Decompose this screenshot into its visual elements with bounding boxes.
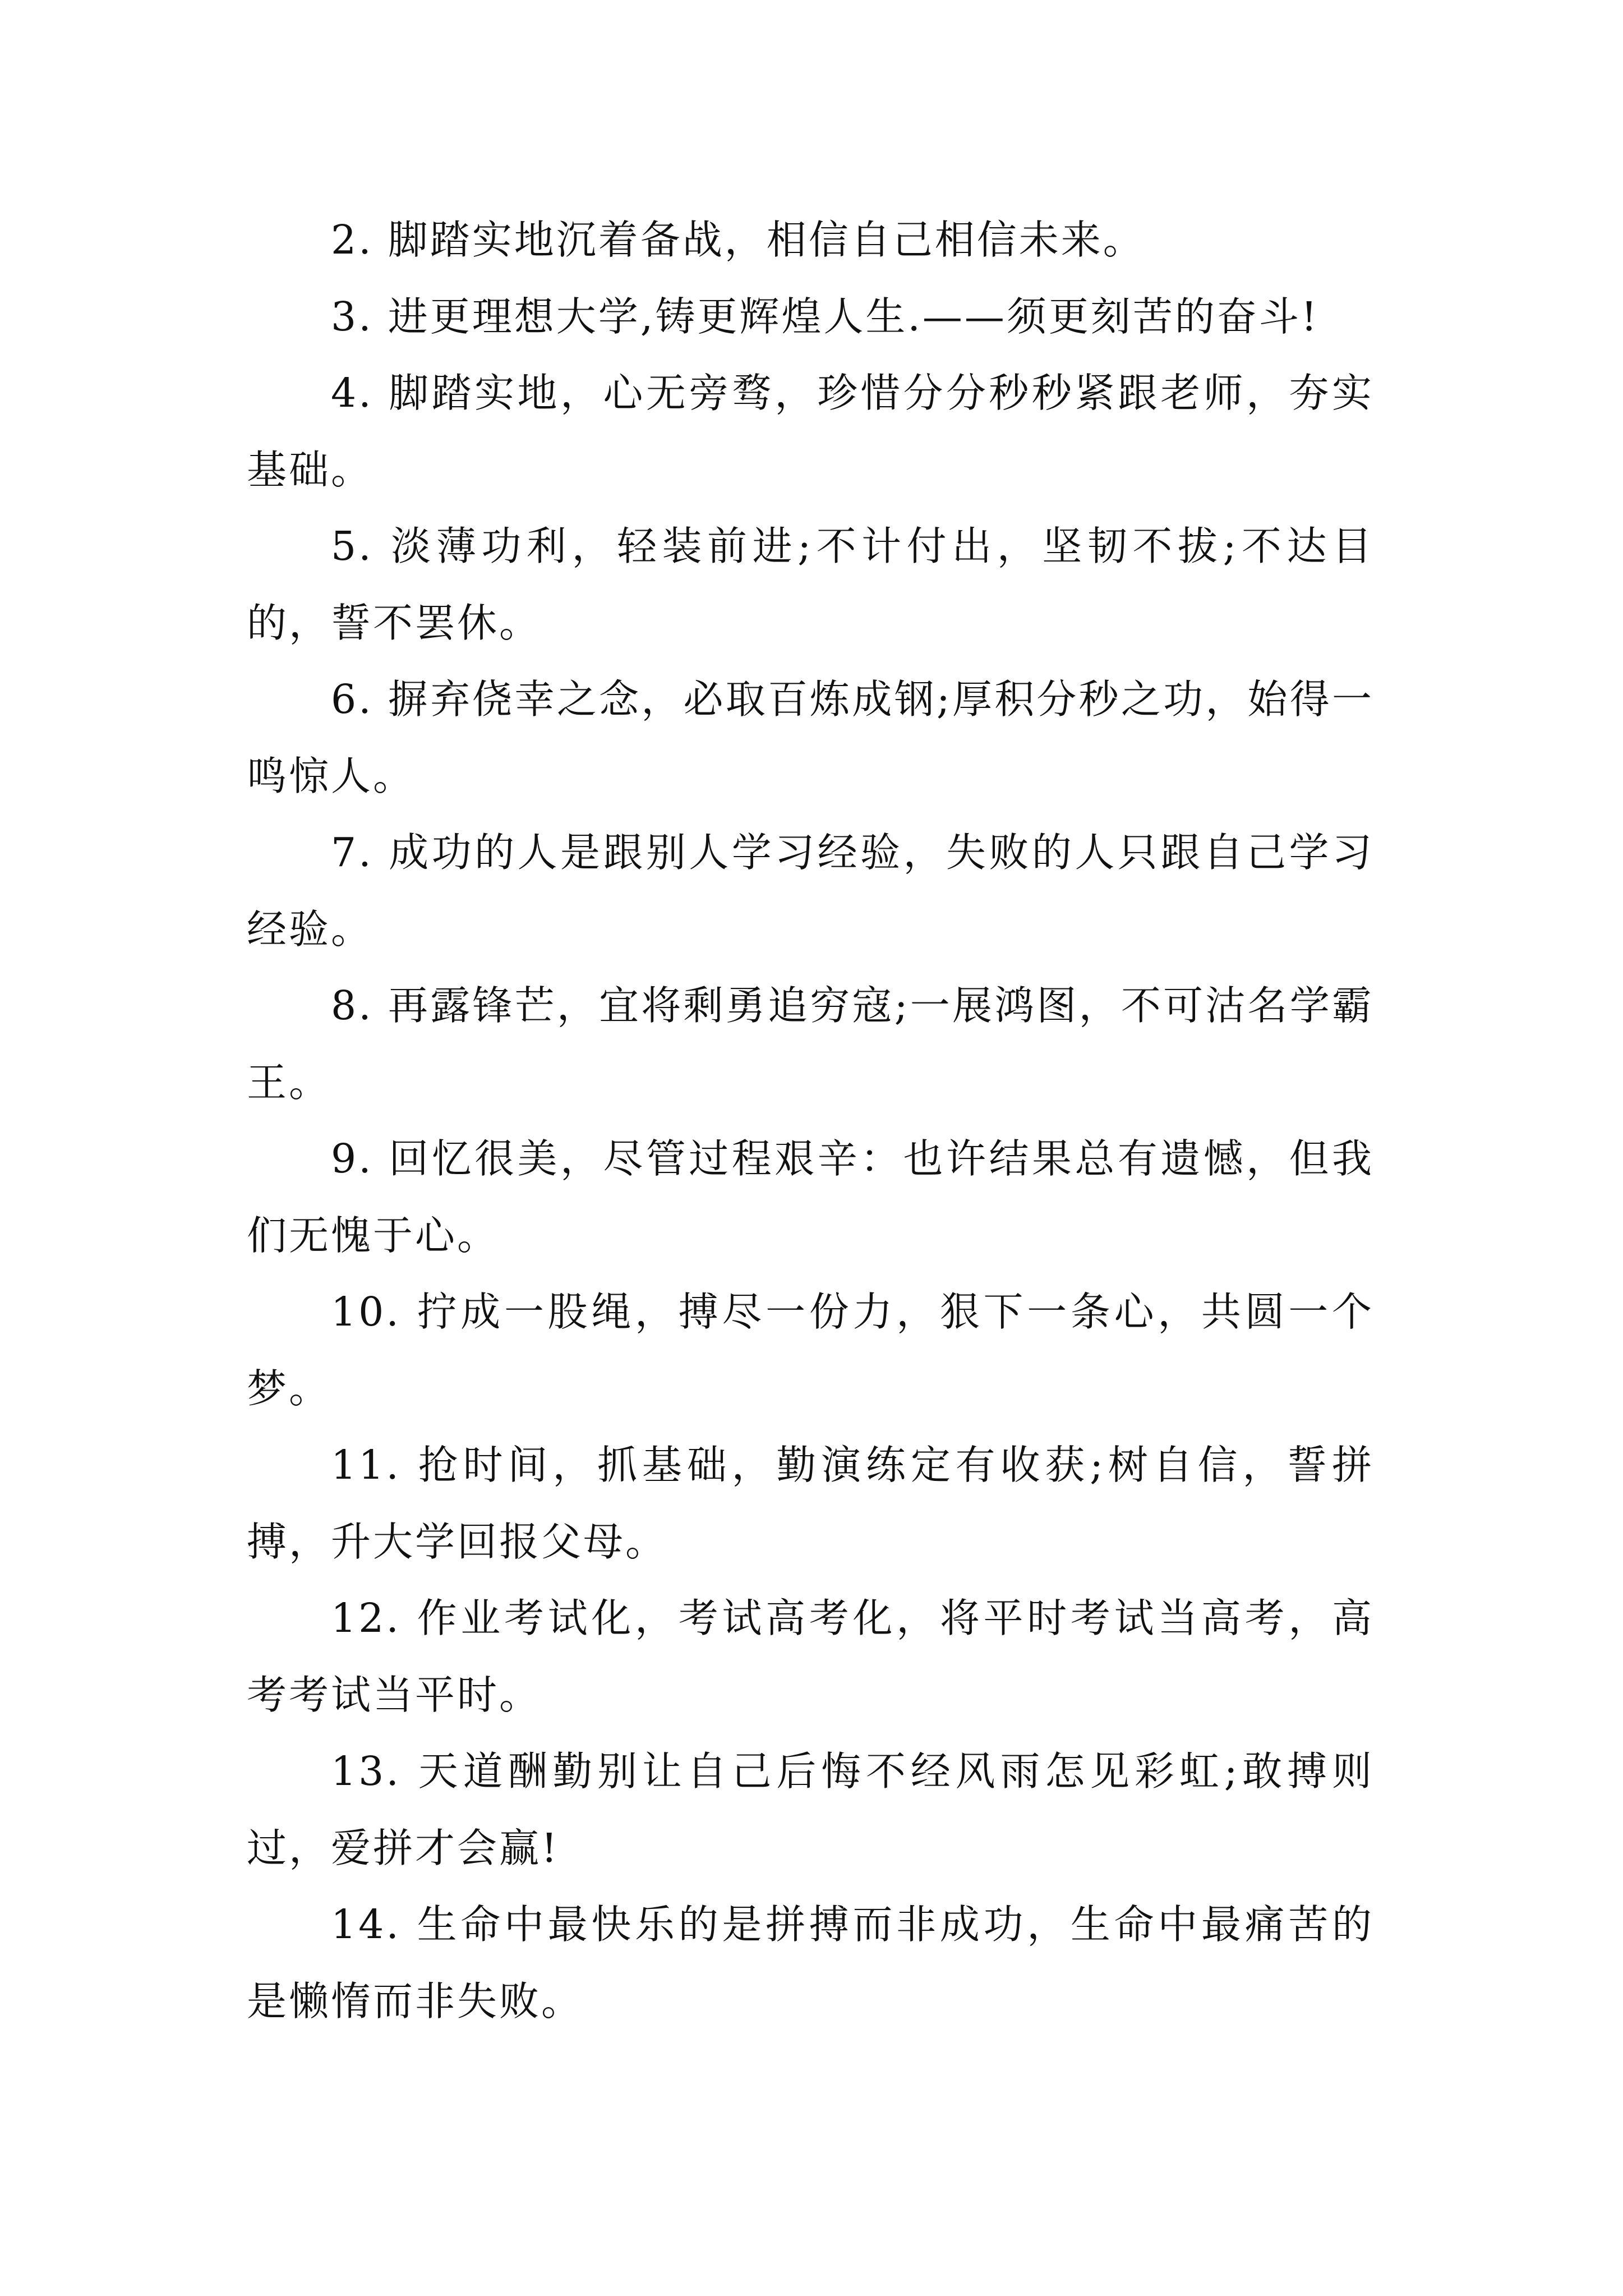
document-body (247, 202, 1374, 2040)
item-number: 3. (331, 293, 374, 340)
item-number: 13. (331, 1748, 401, 1795)
item-text: 脚踏实地，心无旁骛，珍惜分分秒秒紧跟老师，夯实基础。 (247, 370, 1374, 493)
item-text: 脚踏实地沉着备战，相信自己相信未来。 (388, 217, 1145, 263)
item-text: 淡薄功利，轻装前进;不计付出，坚韧不拔;不达目的，誓不罢休。 (247, 523, 1374, 646)
list-item-12 (247, 1580, 1374, 1733)
item-number: 4. (331, 370, 374, 416)
item-number: 14. (331, 1901, 401, 1948)
item-text: 回忆很美，尽管过程艰辛：也许结果总有遗憾，但我们无愧于心。 (247, 1135, 1374, 1259)
item-number: 5. (331, 523, 374, 569)
item-text: 天道酬勤别让自己后悔不经风雨怎见彩虹;敢搏则过，爱拼才会赢! (247, 1748, 1374, 1871)
item-number: 11. (331, 1442, 401, 1488)
item-number: 6. (331, 676, 374, 723)
item-text: 作业考试化，考试高考化，将平时考试当高考，高考考试当平时。 (247, 1595, 1374, 1718)
item-number: 9. (331, 1135, 374, 1182)
list-item-5 (247, 508, 1374, 661)
item-text: 抢时间，抓基础，勤演练定有收获;树自信，誓拼搏，升大学回报父母。 (247, 1442, 1374, 1565)
item-number: 2. (331, 217, 374, 263)
item-text: 再露锋芒，宜将剩勇追穷寇;一展鸿图，不可沽名学霸王。 (247, 982, 1374, 1106)
list-item-6 (247, 661, 1374, 815)
item-text: 摒弃侥幸之念，必取百炼成钢;厚积分秒之功，始得一鸣惊人。 (247, 676, 1374, 799)
list-item-8 (247, 968, 1374, 1121)
item-number: 7. (331, 829, 374, 876)
item-text: 拧成一股绳，搏尽一份力，狠下一条心，共圆一个梦。 (247, 1289, 1374, 1412)
list-item-7 (247, 815, 1374, 968)
item-number: 10. (331, 1289, 401, 1335)
item-number: 12. (331, 1595, 401, 1641)
item-text: 成功的人是跟别人学习经验，失败的人只跟自己学习经验。 (247, 829, 1374, 953)
list-item-2 (247, 202, 1374, 279)
list-item-4 (247, 355, 1374, 508)
item-text: 进更理想大学,铸更辉煌人生.——须更刻苦的奋斗! (388, 293, 1320, 340)
item-text: 生命中最快乐的是拼搏而非成功，生命中最痛苦的是懒惰而非失败。 (247, 1901, 1374, 2024)
item-number: 8. (331, 982, 374, 1029)
list-item-9 (247, 1121, 1374, 1274)
list-item-14 (247, 1887, 1374, 2040)
list-item-13 (247, 1733, 1374, 1887)
list-item-11 (247, 1427, 1374, 1580)
list-item-10 (247, 1274, 1374, 1427)
list-item-3 (247, 279, 1374, 356)
